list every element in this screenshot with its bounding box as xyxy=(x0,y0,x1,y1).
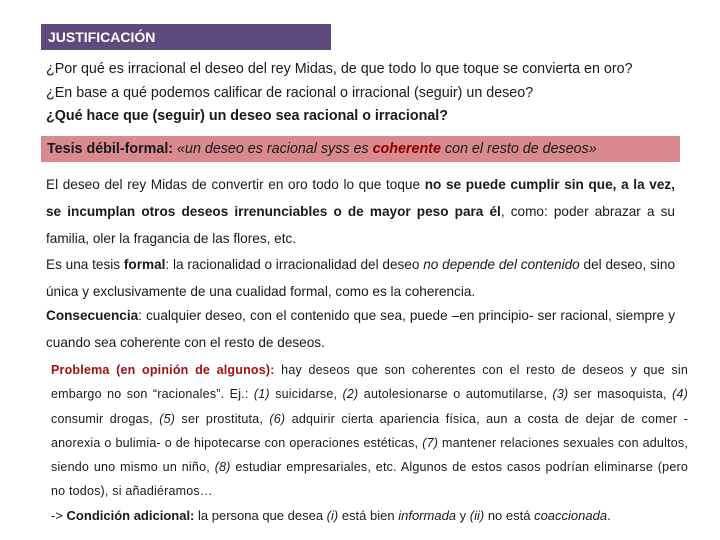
problem-num-5: (5) xyxy=(159,411,176,426)
p1-text: El deseo del rey Midas de convertir en oro todo lo que toque xyxy=(46,177,425,192)
condition-ii: (ii) xyxy=(469,508,485,523)
p2-bold: formal xyxy=(123,257,166,272)
problem-item-8: estudiar empresariales, etc. Algunos de estos casos podrían eliminarse (pero no todos), si añadiéramos… xyxy=(51,460,688,499)
p2-text-3: del deseo, sino única y exclusivamente de una cualidad formal, como es la coherencia. xyxy=(46,257,675,299)
p2-text: Es una tesis xyxy=(46,257,124,272)
problem-num-1: (1) xyxy=(253,387,270,402)
problem-item-4: consumir drogas, xyxy=(51,411,160,426)
problem-num-2: (2) xyxy=(342,387,359,402)
thesis-banner xyxy=(41,136,680,162)
question-2: ¿En base a qué podemos calificar de racional o irracional (seguir) un deseo? xyxy=(46,85,534,101)
section-header: JUSTIFICACIÓN xyxy=(41,24,331,50)
condition-text-2: está bien xyxy=(338,508,399,523)
condition-coaccionada: coaccionada xyxy=(534,508,608,523)
condition-end: . xyxy=(607,508,611,523)
condition-text-4: no está xyxy=(484,508,535,523)
problem-num-4: (4) xyxy=(672,387,688,402)
problem-num-6: (6) xyxy=(269,411,286,426)
problem-intro: hay deseos que son coherentes con el resto de deseos y que sin embargo no son “racionales”. Ej.: xyxy=(51,363,688,402)
thesis-highlight: coherente xyxy=(372,141,441,157)
p2-text-2: : la racionalidad o irracionalidad del deseo xyxy=(165,257,424,272)
question-1: ¿Por qué es irracional el deseo del rey Midas, de que todo lo que toque se convierta en oro? xyxy=(46,61,633,77)
question-3: ¿Qué hace que (seguir) un deseo sea racional o irracional? xyxy=(46,108,449,124)
problem-num-3: (3) xyxy=(552,387,569,402)
paragraph-midas xyxy=(46,171,675,252)
paragraph-formal xyxy=(46,251,675,305)
problem-item-6: adquirir cierta apariencia física, aun a costa de dejar de comer -anorexia o bulimia- o de hipotecarse con operaciones estéticas, xyxy=(51,411,689,450)
thesis-close: con el resto de deseos» xyxy=(444,141,597,157)
problem-num-7: (7) xyxy=(422,435,439,450)
problem-paragraph xyxy=(51,358,688,504)
thesis-open: «un deseo es racional syss es xyxy=(177,141,369,157)
condition-text-3: y xyxy=(456,508,470,523)
problem-label: Problema (en opinión de algunos): xyxy=(51,363,275,377)
condition-label: Condición adicional: xyxy=(66,508,195,523)
thesis-label: Tesis débil-formal: xyxy=(47,141,174,157)
condition-i: (i) xyxy=(326,508,339,523)
p1-bold: no se puede cumplir sin que, a la vez, se incumplan otros deseos irrenunciables o de mayor peso para él xyxy=(46,177,675,219)
p3-bold: Consecuencia xyxy=(46,308,139,323)
problem-item-5: ser prostituta, xyxy=(175,411,270,426)
paragraph-consequence xyxy=(46,302,675,356)
p3-text: : cualquier deseo, con el contenido que sea, puede –en principio- ser racional, siempre y cuando sea coherente con el resto de deseos. xyxy=(46,308,675,350)
condition-informada: informada xyxy=(398,508,457,523)
problem-item-3: ser masoquista, xyxy=(568,387,673,402)
problem-num-8: (8) xyxy=(214,460,231,475)
additional-condition xyxy=(51,508,611,523)
problem-item-7: mantener relaciones sexuales con adultos, siendo uno mismo un niño, xyxy=(51,435,688,475)
p1-text-2: , como: poder abrazar a su familia, oler la fragancia de las flores, etc. xyxy=(46,204,675,246)
problem-item-2: autolesionarse o automutilarse, xyxy=(358,387,553,402)
p2-italic: no depende del contenido xyxy=(423,257,580,272)
condition-text-1: la persona que desea xyxy=(194,508,327,523)
arrow: -> xyxy=(51,508,63,523)
problem-item-1: suicidarse, xyxy=(269,387,343,402)
